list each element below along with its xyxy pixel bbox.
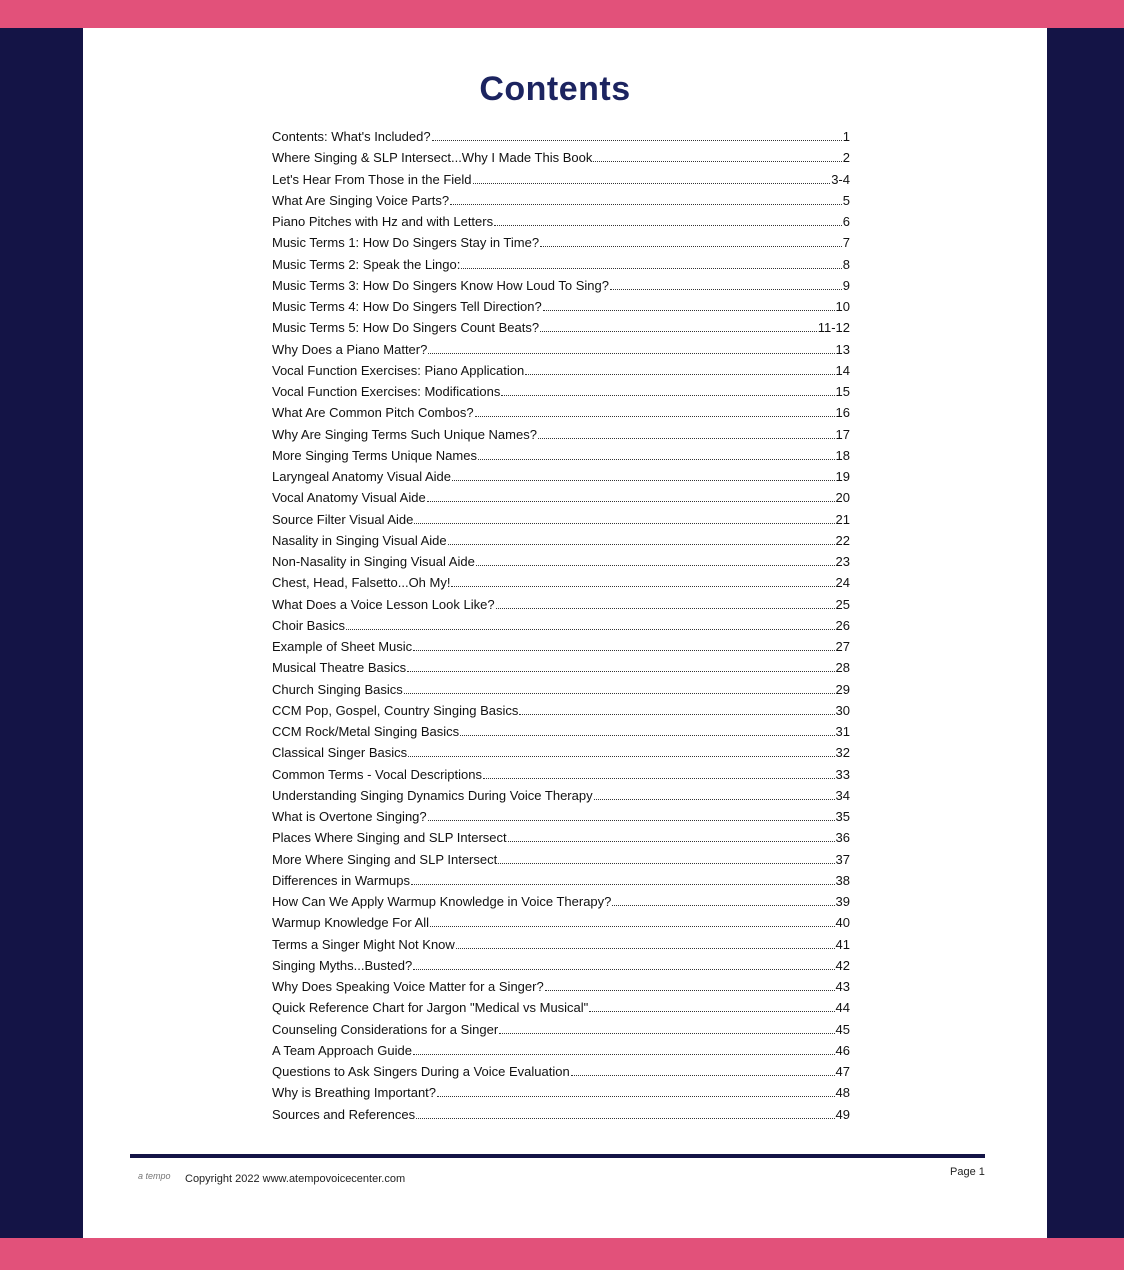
toc-leader-dots bbox=[496, 596, 835, 608]
toc-entry bbox=[272, 147, 850, 168]
page-title: Contents bbox=[479, 70, 631, 108]
toc-entry-page: 18 bbox=[835, 447, 850, 463]
toc-entry bbox=[272, 742, 850, 763]
toc-entry bbox=[272, 657, 850, 678]
toc-entry-page: 1 bbox=[842, 129, 850, 144]
toc-entry-page: 16 bbox=[835, 405, 850, 421]
toc-leader-dots bbox=[571, 1064, 835, 1076]
toc-entry bbox=[272, 594, 850, 615]
toc-entry-label: How Can We Apply Warmup Knowledge in Voice Therapy? bbox=[272, 894, 612, 909]
toc-entry-label: Understanding Singing Dynamics During Voice Therapy bbox=[272, 787, 593, 803]
toc-entry-label: Piano Pitches with Hz and with Letters bbox=[272, 214, 494, 229]
toc-entry-page: 47 bbox=[835, 1064, 850, 1079]
toc-entry-page: 29 bbox=[835, 681, 850, 697]
toc-entry-page: 34 bbox=[835, 787, 850, 803]
toc-entry-label: Singing Myths...Busted? bbox=[272, 957, 413, 973]
toc-entry-label: Music Terms 1: How Do Singers Stay in Time? bbox=[272, 235, 540, 251]
toc-entry-label: Music Terms 4: How Do Singers Tell Direction? bbox=[272, 299, 542, 314]
toc-leader-dots bbox=[428, 341, 834, 353]
toc-entry bbox=[272, 1061, 850, 1082]
toc-leader-dots bbox=[508, 830, 835, 842]
toc-entry bbox=[272, 381, 850, 402]
toc-entry bbox=[272, 360, 850, 381]
toc-entry-label: Church Singing Basics bbox=[272, 681, 403, 697]
toc-entry-page: 10 bbox=[835, 299, 850, 314]
toc-entry bbox=[272, 551, 850, 572]
toc-entry-page: 33 bbox=[835, 766, 850, 782]
toc-entry bbox=[272, 912, 850, 933]
toc-entry bbox=[272, 190, 850, 211]
toc-entry-page: 42 bbox=[835, 957, 850, 973]
toc-entry bbox=[272, 955, 850, 976]
toc-entry bbox=[272, 572, 850, 593]
toc-entry bbox=[272, 679, 850, 700]
toc-leader-dots bbox=[450, 193, 842, 205]
toc-entry bbox=[272, 870, 850, 891]
toc-leader-dots bbox=[413, 639, 834, 651]
toc-entry-page: 6 bbox=[842, 214, 850, 229]
toc-leader-dots bbox=[494, 214, 842, 226]
toc-entry-label: What is Overtone Singing? bbox=[272, 809, 427, 824]
toc-entry bbox=[272, 169, 850, 190]
toc-entry-label: Questions to Ask Singers During a Voice Evaluation bbox=[272, 1064, 570, 1079]
toc-entry bbox=[272, 296, 850, 317]
toc-entry-label: Sources and References bbox=[272, 1106, 416, 1122]
toc-leader-dots bbox=[589, 1000, 834, 1012]
toc-entry-page: 31 bbox=[835, 724, 850, 739]
toc-entry bbox=[272, 402, 850, 423]
toc-leader-dots bbox=[452, 469, 835, 481]
toc-entry bbox=[272, 1040, 850, 1061]
toc-entry-label: Nasality in Singing Visual Aide bbox=[272, 532, 447, 548]
toc-entry bbox=[272, 487, 850, 508]
toc-entry-label: Where Singing & SLP Intersect...Why I Made This Book bbox=[272, 150, 593, 166]
toc-leader-dots bbox=[427, 490, 835, 502]
toc-leader-dots bbox=[414, 511, 834, 523]
toc-entry bbox=[272, 891, 850, 912]
toc-entry-label: Example of Sheet Music bbox=[272, 639, 413, 654]
toc-entry-label: Common Terms - Vocal Descriptions bbox=[272, 766, 482, 782]
toc-leader-dots bbox=[461, 256, 841, 268]
toc-entry-label: What Are Singing Voice Parts? bbox=[272, 192, 450, 208]
toc-entry-page: 5 bbox=[842, 192, 850, 208]
toc-entry-page: 35 bbox=[835, 809, 850, 824]
toc-leader-dots bbox=[519, 703, 834, 715]
logo: a tempo bbox=[138, 1171, 171, 1181]
toc-leader-dots bbox=[538, 426, 835, 438]
toc-entry-label: Music Terms 5: How Do Singers Count Beats? bbox=[272, 320, 540, 336]
toc-entry-page: 32 bbox=[835, 745, 850, 761]
toc-entry-page: 44 bbox=[835, 1000, 850, 1016]
toc-entry-label: CCM Pop, Gospel, Country Singing Basics bbox=[272, 702, 519, 718]
toc-entry-label: What Are Common Pitch Combos? bbox=[272, 405, 474, 421]
toc-leader-dots bbox=[416, 1106, 834, 1118]
toc-entry-page: 39 bbox=[835, 894, 850, 909]
toc-leader-dots bbox=[540, 235, 842, 247]
toc-entry bbox=[272, 721, 850, 742]
toc-leader-dots bbox=[346, 618, 835, 630]
toc-entry-label: Vocal Function Exercises: Modifications bbox=[272, 384, 501, 399]
toc-entry-label: Chest, Head, Falsetto...Oh My! bbox=[272, 575, 451, 591]
toc-entry bbox=[272, 445, 850, 466]
toc-leader-dots bbox=[432, 129, 842, 141]
toc-entry-page: 15 bbox=[835, 384, 850, 399]
toc-leader-dots bbox=[545, 979, 835, 991]
toc-entry bbox=[272, 254, 850, 275]
toc-entry bbox=[272, 934, 850, 955]
toc-leader-dots bbox=[543, 299, 835, 311]
toc-leader-dots bbox=[594, 788, 835, 800]
toc-entry bbox=[272, 615, 850, 636]
toc-entry-label: More Where Singing and SLP Intersect bbox=[272, 851, 498, 867]
toc-leader-dots bbox=[404, 681, 835, 693]
toc-entry-label: Contents: What's Included? bbox=[272, 129, 431, 144]
toc-entry-label: Warmup Knowledge For All bbox=[272, 915, 430, 931]
toc-entry-page: 20 bbox=[835, 490, 850, 506]
toc-leader-dots bbox=[476, 554, 835, 566]
toc-entry-label: Differences in Warmups bbox=[272, 872, 410, 888]
toc-entry-label: Quick Reference Chart for Jargon "Medical vs Musical" bbox=[272, 1000, 589, 1016]
toc-entry-page: 25 bbox=[835, 596, 850, 612]
toc-leader-dots bbox=[478, 448, 835, 460]
toc-leader-dots bbox=[408, 745, 834, 757]
toc-entry bbox=[272, 700, 850, 721]
toc-leader-dots bbox=[428, 809, 835, 821]
toc-leader-dots bbox=[540, 320, 817, 332]
toc-entry-label: Music Terms 2: Speak the Lingo: bbox=[272, 256, 461, 272]
toc-entry-label: A Team Approach Guide bbox=[272, 1042, 412, 1058]
toc-entry bbox=[272, 275, 850, 296]
toc-entry-label: Why Are Singing Terms Such Unique Names? bbox=[272, 426, 537, 442]
toc-entry bbox=[272, 997, 850, 1018]
toc-entry-label: Why Does a Piano Matter? bbox=[272, 341, 428, 357]
toc-leader-dots bbox=[475, 405, 835, 417]
toc-entry-label: Source Filter Visual Aide bbox=[272, 511, 414, 527]
toc-entry-page: 48 bbox=[835, 1085, 850, 1101]
toc-entry bbox=[272, 317, 850, 338]
toc-entry-label: Classical Singer Basics bbox=[272, 745, 408, 761]
toc-entry-label: Why is Breathing Important? bbox=[272, 1085, 437, 1101]
toc-entry-page: 3-4 bbox=[831, 171, 850, 187]
toc-leader-dots bbox=[456, 936, 835, 948]
toc-entry-page: 19 bbox=[835, 469, 850, 484]
toc-entry-label: Laryngeal Anatomy Visual Aide bbox=[272, 469, 451, 484]
toc-entry-page: 43 bbox=[835, 979, 850, 994]
toc-leader-dots bbox=[430, 915, 835, 927]
toc-entry-page: 21 bbox=[835, 511, 850, 527]
toc-entry bbox=[272, 849, 850, 870]
toc-entry bbox=[272, 1104, 850, 1125]
toc-entry-page: 22 bbox=[835, 532, 850, 548]
toc-entry-page: 9 bbox=[842, 277, 850, 293]
toc-entry-page: 49 bbox=[835, 1106, 850, 1122]
toc-leader-dots bbox=[525, 363, 834, 375]
toc-entry-page: 17 bbox=[835, 426, 850, 442]
toc-entry bbox=[272, 1019, 850, 1040]
toc-entry-page: 28 bbox=[835, 660, 850, 676]
toc-entry bbox=[272, 211, 850, 232]
toc-entry-page: 11-12 bbox=[817, 320, 850, 336]
toc-entry-page: 26 bbox=[835, 617, 850, 633]
toc-leader-dots bbox=[411, 873, 835, 885]
toc-entry-page: 24 bbox=[835, 575, 850, 591]
toc-entry-page: 37 bbox=[835, 851, 850, 867]
toc-entry-label: Terms a Singer Might Not Know bbox=[272, 936, 455, 952]
toc-entry-label: CCM Rock/Metal Singing Basics bbox=[272, 724, 460, 739]
toc-leader-dots bbox=[451, 575, 834, 587]
toc-entry-page: 2 bbox=[842, 150, 850, 166]
toc-leader-dots bbox=[483, 766, 835, 778]
toc-entry bbox=[272, 466, 850, 487]
toc-leader-dots bbox=[437, 1085, 835, 1097]
toc-entry bbox=[272, 827, 850, 848]
toc-entry bbox=[272, 424, 850, 445]
toc-entry bbox=[272, 806, 850, 827]
toc-entry-page: 38 bbox=[835, 872, 850, 888]
toc-leader-dots bbox=[499, 1021, 834, 1033]
toc-entry-label: Places Where Singing and SLP Intersect bbox=[272, 830, 507, 846]
toc-entry-page: 14 bbox=[835, 362, 850, 378]
toc-leader-dots bbox=[413, 958, 834, 970]
footer-rule bbox=[130, 1154, 985, 1158]
toc-entry-page: 8 bbox=[842, 256, 850, 272]
toc-leader-dots bbox=[460, 724, 834, 736]
toc-entry-label: Music Terms 3: How Do Singers Know How Loud To Sing? bbox=[272, 277, 609, 293]
toc-entry-label: Choir Basics bbox=[272, 617, 345, 633]
copyright-text: Copyright 2022 www.atempovoicecenter.com bbox=[185, 1173, 406, 1185]
toc-entry-page: 46 bbox=[835, 1042, 850, 1058]
toc-leader-dots bbox=[612, 894, 834, 906]
toc-entry-label: Musical Theatre Basics bbox=[272, 660, 407, 676]
toc-entry-page: 13 bbox=[835, 341, 850, 357]
toc-leader-dots bbox=[593, 150, 841, 162]
toc-leader-dots bbox=[501, 384, 834, 396]
toc-entry-page: 30 bbox=[835, 702, 850, 718]
toc-entry bbox=[272, 126, 850, 147]
toc-entry bbox=[272, 339, 850, 360]
toc-leader-dots bbox=[498, 851, 834, 863]
toc-entry bbox=[272, 764, 850, 785]
toc-entry-label: Vocal Function Exercises: Piano Application bbox=[272, 362, 525, 378]
toc-leader-dots bbox=[448, 533, 835, 545]
toc-leader-dots bbox=[610, 278, 842, 290]
table-of-contents bbox=[272, 126, 850, 1125]
toc-entry-label: Non-Nasality in Singing Visual Aide bbox=[272, 554, 475, 569]
toc-entry bbox=[272, 785, 850, 806]
toc-entry-page: 41 bbox=[835, 936, 850, 952]
toc-entry-label: Why Does Speaking Voice Matter for a Singer? bbox=[272, 979, 544, 994]
toc-entry bbox=[272, 509, 850, 530]
toc-entry bbox=[272, 530, 850, 551]
toc-entry-page: 27 bbox=[835, 639, 850, 654]
toc-entry-page: 40 bbox=[835, 915, 850, 931]
toc-entry-label: More Singing Terms Unique Names bbox=[272, 447, 477, 463]
toc-entry bbox=[272, 232, 850, 253]
toc-entry-label: Vocal Anatomy Visual Aide bbox=[272, 490, 426, 506]
toc-entry bbox=[272, 1082, 850, 1103]
toc-entry-label: Let's Hear From Those in the Field bbox=[272, 171, 472, 187]
toc-entry-label: What Does a Voice Lesson Look Like? bbox=[272, 596, 495, 612]
toc-entry-page: 45 bbox=[835, 1021, 850, 1037]
toc-entry-page: 36 bbox=[835, 830, 850, 846]
toc-leader-dots bbox=[413, 1043, 835, 1055]
toc-entry-label: Counseling Considerations for a Singer bbox=[272, 1021, 499, 1037]
toc-entry bbox=[272, 976, 850, 997]
toc-entry-page: 7 bbox=[842, 235, 850, 251]
toc-entry bbox=[272, 636, 850, 657]
page-number: Page 1 bbox=[950, 1166, 985, 1178]
toc-leader-dots bbox=[407, 660, 834, 672]
toc-entry-page: 23 bbox=[835, 554, 850, 569]
toc-leader-dots bbox=[473, 171, 831, 183]
